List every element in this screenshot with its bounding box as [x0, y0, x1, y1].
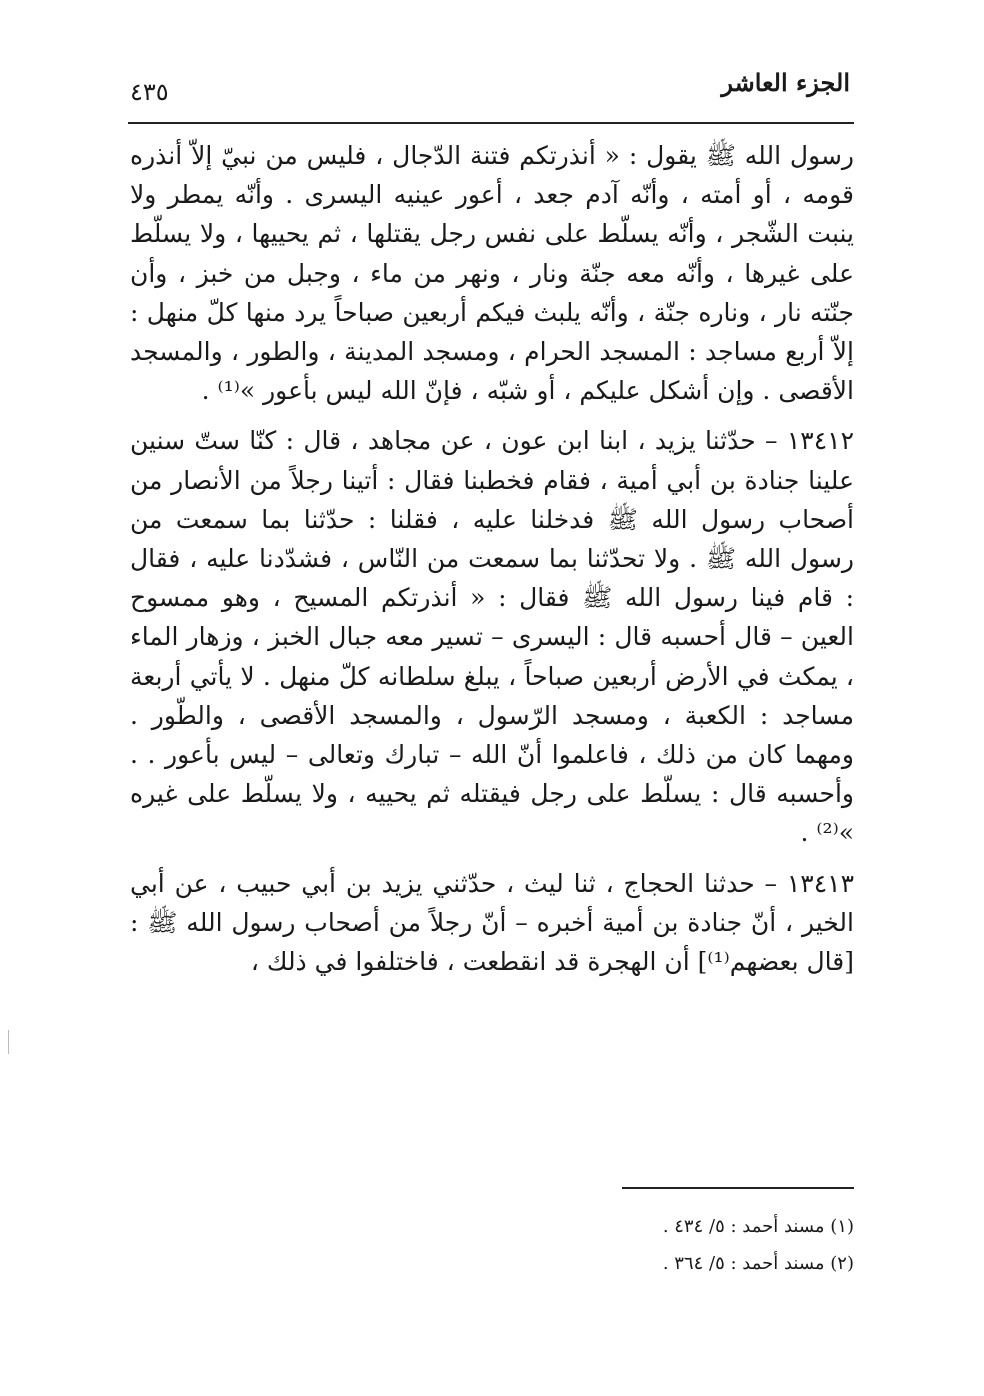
paragraph-2: ١٣٤١٢ – حدّثنا يزيد ، ابنا ابن عون ، عن مجاهد ، قال : كنّا ستّ سنين علينا جنادة بن أبي أمية ، فقام فخطبنا فقال : أتينا رجلاً من الأنصار من أصحاب رسول الله ﷺ فدخلنا عليه ، فقلنا : حدّثنا بما سمعت من رسول الله ﷺ . ولا تحدّثنا بما سمعت من النّاس ، فشدّدنا عليه ، فقال : قام فينا رسول الله ﷺ فقال : « أنذرتكم المسيح ، وهو ممسوح العين – قال أحسبه قال : اليسرى – تسير معه جبال الخبز ، وزهار الماء ، يمكث في الأرض أربعين صباحاً ، يبلغ سلطانه كلّ منهل . لا يأتي أربعة مساجد : الكعبة ، ومسجد الرّسول ، والمسجد الأقصى ، والطّور . ومهما كان من ذلك ، فاعلموا أنّ الله – تبارك وتعالى – ليس بأعور . . وأحسبه قال : يسلّط على رجل فيقتله ثم يحييه ، ولا يسلّط على غيره »⁽²⁾ .	[130, 426, 854, 848]
footnote-1: (١) مسند أحمد : ٥/ ٤٣٤ .	[662, 1216, 854, 1237]
running-title: الجزء العاشر	[721, 68, 850, 97]
footnotes	[334, 1208, 854, 1282]
main-text	[130, 136, 854, 981]
header-rule	[128, 122, 854, 124]
footnote-rule	[622, 1187, 854, 1189]
footnote-2: (٢) مسند أحمد : ٥/ ٣٦٤ .	[662, 1253, 854, 1274]
running-head	[130, 68, 850, 108]
scan-edge-mark	[8, 1030, 9, 1054]
page-number: ٤٣٥	[130, 78, 169, 106]
paragraph-3: ١٣٤١٣ – حدثنا الحجاج ، ثنا ليث ، حدّثني يزيد بن أبي حبيب ، عن أبي الخير ، أنّ جنادة بن أمية أخبره – أنّ رجلاً من أصحاب رسول الله ﷺ : [قال بعضهم⁽¹⁾] أن الهجرة قد انقطعت ، فاختلفوا في ذلك ،	[130, 868, 854, 977]
paragraph-1: رسول الله ﷺ يقول : « أنذرتكم فتنة الدّجال ، فليس من نبيّ إلاّ أنذره قومه ، أو أمته ، وأنّه آدم جعد ، أعور عينيه اليسرى . وأنّه يمطر ولا ينبت الشّجر ، وأنّه يسلّط على نفس رجل يقتلها ، ثم يحييها ، ولا يسلّط على غيرها ، وأنّه معه جنّة ونار ، ونهر من ماء ، وجبل من خبز ، وأن جنّته نار ، وناره جنّة ، وأنّه يلبث فيكم أربعين صباحاً يرد منها كلّ منهل : إلاّ أربع مساجد : المسجد الحرام ، ومسجد المدينة ، والطور ، والمسجد الأقصى . وإن أشكل عليكم ، أو شبّه ، فإنّ الله ليس بأعور »⁽¹⁾ .	[130, 141, 854, 406]
